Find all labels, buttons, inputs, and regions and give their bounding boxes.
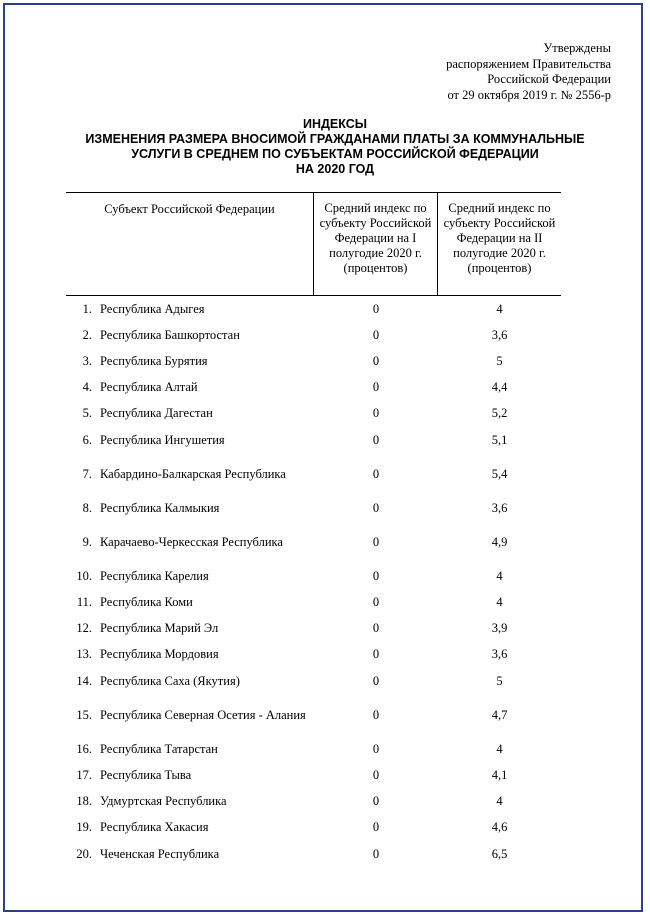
table-header bbox=[66, 192, 561, 296]
index-h1-value: 0 bbox=[372, 466, 380, 481]
table-row bbox=[66, 789, 561, 815]
row-number: 19. bbox=[76, 820, 92, 835]
row-number: 2. bbox=[82, 327, 92, 342]
subject-name: Республика Башкортостан bbox=[100, 327, 240, 342]
row-number: 13. bbox=[76, 647, 92, 662]
index-h2-value: 4 bbox=[496, 595, 503, 610]
row-number: 15. bbox=[76, 707, 92, 722]
index-h1-value: 0 bbox=[372, 820, 380, 835]
table-row bbox=[66, 322, 561, 348]
index-h1-value: 0 bbox=[372, 621, 380, 636]
subject-name: Республика Мордовия bbox=[100, 647, 219, 662]
subject-name: Республика Калмыкия bbox=[100, 500, 220, 515]
table-row bbox=[66, 815, 561, 841]
row-number: 14. bbox=[76, 673, 92, 688]
index-h2-value: 6,5 bbox=[491, 846, 508, 861]
subject-name: Республика Тыва bbox=[100, 768, 192, 783]
index-h1-value: 0 bbox=[372, 432, 380, 447]
subject-name: Республика Коми bbox=[100, 595, 193, 610]
approval-line: распоряжением Правительства bbox=[446, 56, 611, 71]
subject-name: Республика Карелия bbox=[100, 568, 209, 583]
index-h1-value: 0 bbox=[372, 301, 380, 316]
approval-line: Российской Федерации bbox=[487, 72, 611, 86]
index-h1-value: 0 bbox=[372, 673, 380, 688]
document-title bbox=[45, 117, 625, 177]
subject-name: Чеченская Республика bbox=[100, 846, 220, 861]
subject-name: Республика Татарстан bbox=[100, 741, 218, 756]
subject-name: Удмуртская Республика bbox=[100, 794, 227, 809]
index-h1-value: 0 bbox=[372, 741, 380, 756]
document-page bbox=[3, 3, 643, 912]
title-line: НА 2020 ГОД bbox=[295, 162, 375, 176]
index-h2-value: 5,4 bbox=[491, 466, 508, 481]
table-row bbox=[66, 348, 561, 374]
row-number: 1. bbox=[82, 301, 92, 316]
index-h2-value: 5 bbox=[496, 673, 503, 688]
index-h1-value: 0 bbox=[372, 647, 380, 662]
index-h1-value: 0 bbox=[372, 568, 380, 583]
table-row bbox=[66, 521, 561, 563]
table-row bbox=[66, 495, 561, 521]
row-number: 5. bbox=[82, 406, 92, 421]
table-row bbox=[66, 401, 561, 427]
subject-name: Республика Северная Осетия - Алания bbox=[100, 707, 306, 722]
row-number: 9. bbox=[82, 534, 92, 549]
index-h2-value: 4,6 bbox=[491, 820, 508, 835]
index-h1-value: 0 bbox=[372, 794, 380, 809]
row-number: 4. bbox=[82, 380, 92, 395]
subject-name: Республика Адыгея bbox=[100, 301, 205, 316]
index-h2-value: 4 bbox=[496, 741, 503, 756]
subject-name: Республика Дагестан bbox=[100, 406, 213, 421]
column-header-subject: Субъект Российской Федерации bbox=[66, 193, 314, 295]
subject-name: Кабардино-Балкарская Республика bbox=[100, 466, 286, 481]
title-line: ИЗМЕНЕНИЯ РАЗМЕРА ВНОСИМОЙ ГРАЖДАНАМИ ПЛАТЫ ЗА КОММУНАЛЬНЫЕ bbox=[85, 132, 585, 146]
row-number: 16. bbox=[76, 741, 92, 756]
table-body bbox=[66, 296, 561, 867]
row-number: 10. bbox=[76, 568, 92, 583]
table-row bbox=[66, 296, 561, 322]
index-h2-value: 4,4 bbox=[491, 380, 508, 395]
index-h2-value: 3,9 bbox=[491, 621, 508, 636]
row-number: 12. bbox=[76, 621, 92, 636]
subject-name: Карачаево-Черкесская Республика bbox=[100, 534, 283, 549]
row-number: 18. bbox=[76, 794, 92, 809]
subject-name: Республика Алтай bbox=[100, 380, 198, 395]
subject-name: Республика Ингушетия bbox=[100, 432, 225, 447]
index-h2-value: 5 bbox=[496, 353, 503, 368]
column-header-index-h1: Средний индекс по субъекту Российской Федерации на I полугодие 2020 г. (процентов) bbox=[314, 193, 438, 295]
subject-name: Республика Саха (Якутия) bbox=[100, 673, 240, 688]
index-h2-value: 4,1 bbox=[491, 768, 508, 783]
index-h1-value: 0 bbox=[372, 353, 380, 368]
approval-line: от 29 октября 2019 г. № 2556-р bbox=[447, 87, 611, 102]
index-h2-value: 3,6 bbox=[491, 327, 508, 342]
index-h2-value: 4 bbox=[496, 568, 503, 583]
index-h2-value: 3,6 bbox=[491, 647, 508, 662]
index-h2-value: 3,6 bbox=[491, 500, 508, 515]
index-h1-value: 0 bbox=[372, 534, 380, 549]
approval-line: Утверждены bbox=[543, 41, 611, 55]
title-line: ИНДЕКСЫ bbox=[303, 117, 367, 131]
table-row bbox=[66, 616, 561, 642]
table-row bbox=[66, 375, 561, 401]
column-header-index-h2: Средний индекс по субъекту Российской Федерации на II полугодие 2020 г. (процентов) bbox=[443, 201, 556, 275]
table-row bbox=[66, 736, 561, 762]
index-h1-value: 0 bbox=[372, 327, 380, 342]
row-number: 11. bbox=[76, 595, 92, 610]
row-number: 7. bbox=[82, 466, 92, 481]
table-row bbox=[66, 762, 561, 788]
index-h2-value: 4 bbox=[496, 794, 503, 809]
table-row bbox=[66, 642, 561, 668]
index-h2-value: 5,2 bbox=[491, 406, 508, 421]
index-h2-value: 4,7 bbox=[491, 707, 508, 722]
index-h1-value: 0 bbox=[372, 406, 380, 421]
index-h1-value: 0 bbox=[372, 380, 380, 395]
index-h2-value: 5,1 bbox=[491, 432, 508, 447]
approval-stamp bbox=[446, 41, 611, 103]
index-h1-value: 0 bbox=[372, 595, 380, 610]
table-row bbox=[66, 453, 561, 495]
row-number: 20. bbox=[76, 846, 92, 861]
table-row bbox=[66, 427, 561, 453]
subject-name: Республика Марий Эл bbox=[100, 621, 219, 636]
subject-name: Республика Бурятия bbox=[100, 353, 208, 368]
table-row bbox=[66, 563, 561, 589]
table-row bbox=[66, 590, 561, 616]
row-number: 8. bbox=[82, 500, 92, 515]
index-h1-value: 0 bbox=[372, 768, 380, 783]
index-h1-value: 0 bbox=[372, 846, 380, 861]
index-h1-value: 0 bbox=[372, 707, 380, 722]
index-h1-value: 0 bbox=[372, 500, 380, 515]
row-number: 17. bbox=[76, 768, 92, 783]
subject-name: Республика Хакасия bbox=[100, 820, 209, 835]
index-h2-value: 4 bbox=[496, 301, 503, 316]
title-line: УСЛУГИ В СРЕДНЕМ ПО СУБЪЕКТАМ РОССИЙСКОЙ ФЕДЕРАЦИИ bbox=[131, 147, 539, 161]
table-row bbox=[66, 841, 561, 867]
table-row bbox=[66, 694, 561, 736]
index-h2-value: 4,9 bbox=[491, 534, 508, 549]
row-number: 6. bbox=[82, 432, 92, 447]
row-number: 3. bbox=[82, 353, 92, 368]
table-row bbox=[66, 668, 561, 694]
